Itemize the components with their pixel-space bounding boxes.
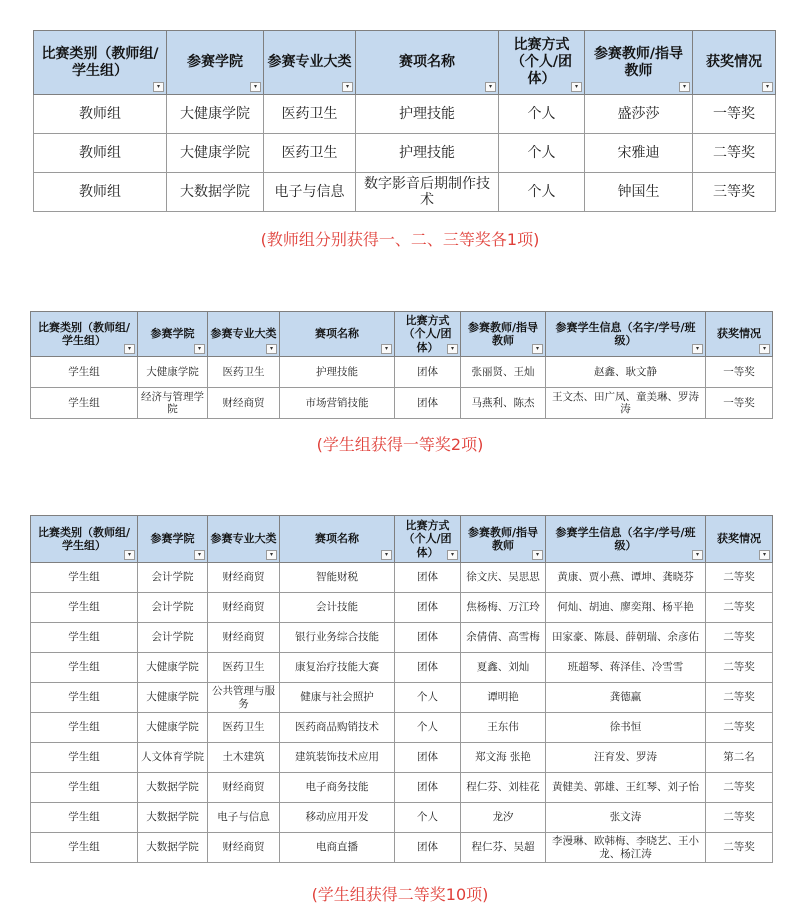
column-header <box>280 312 395 357</box>
table-cell: 王东伟 <box>461 713 546 743</box>
column-header-label: 获奖情况 <box>717 327 761 341</box>
table-cell: 夏鑫、刘灿 <box>461 653 546 683</box>
column-header <box>31 312 138 357</box>
table-cell: 团体 <box>395 357 461 388</box>
table-cell: 二等奖 <box>706 773 773 803</box>
table-cell: 王文杰、田广凤、童美琳、罗涛涛 <box>546 388 706 419</box>
column-header <box>546 516 706 563</box>
column-header-label: 赛项名称 <box>399 54 455 71</box>
table-cell: 移动应用开发 <box>280 803 395 833</box>
table-cell: 医药卫生 <box>264 95 356 134</box>
table-cell: 电子与信息 <box>208 803 280 833</box>
filter-dropdown-icon[interactable]: ▾ <box>679 82 690 92</box>
table-cell: 学生组 <box>31 803 138 833</box>
column-header <box>31 516 138 563</box>
table-cell: 团体 <box>395 833 461 863</box>
table-cell: 谭明艳 <box>461 683 546 713</box>
table-cell: 三等奖 <box>693 173 776 212</box>
table-cell: 马燕利、陈杰 <box>461 388 546 419</box>
table-cell: 大数据学院 <box>138 773 208 803</box>
table-cell: 二等奖 <box>706 563 773 593</box>
table-cell: 财经商贸 <box>208 593 280 623</box>
column-header <box>208 312 280 357</box>
table-row <box>31 743 773 773</box>
column-header <box>208 516 280 563</box>
column-header <box>461 312 546 357</box>
table-cell: 护理技能 <box>280 357 395 388</box>
table-cell: 二等奖 <box>706 593 773 623</box>
table-cell: 学生组 <box>31 833 138 863</box>
table-row <box>31 653 773 683</box>
table-cell: 财经商贸 <box>208 388 280 419</box>
table-cell: 二等奖 <box>706 803 773 833</box>
table-row <box>31 563 773 593</box>
filter-dropdown-icon[interactable]: ▾ <box>692 550 703 560</box>
filter-dropdown-icon[interactable]: ▾ <box>250 82 261 92</box>
table-cell: 一等奖 <box>693 95 776 134</box>
table-cell: 学生组 <box>31 743 138 773</box>
filter-dropdown-icon[interactable]: ▾ <box>532 550 543 560</box>
student-first-prize-table <box>30 311 773 419</box>
table-cell: 人文体育学院 <box>138 743 208 773</box>
table-header-row <box>34 31 776 95</box>
table-row <box>34 134 776 173</box>
table-cell: 郑文海 张艳 <box>461 743 546 773</box>
table-cell: 二等奖 <box>693 134 776 173</box>
table-cell: 大数据学院 <box>138 833 208 863</box>
table-cell: 学生组 <box>31 653 138 683</box>
table-cell: 团体 <box>395 623 461 653</box>
column-header <box>395 516 461 563</box>
table-cell: 黄康、贾小燕、谭坤、龚晓芬 <box>546 563 706 593</box>
table-cell: 二等奖 <box>706 683 773 713</box>
column-header-label: 比赛类别（教师组/学生组） <box>41 45 159 79</box>
table-header-row <box>31 516 773 563</box>
table-cell: 赵鑫、耿文静 <box>546 357 706 388</box>
filter-dropdown-icon[interactable]: ▾ <box>759 344 770 354</box>
table-row <box>34 95 776 134</box>
table-row <box>31 683 773 713</box>
table-cell: 宋雅迪 <box>585 134 693 173</box>
column-header-label: 比赛类别（教师组/学生组） <box>37 320 131 347</box>
filter-dropdown-icon[interactable]: ▾ <box>153 82 164 92</box>
table-cell: 建筑装饰技术应用 <box>280 743 395 773</box>
table-cell: 学生组 <box>31 683 138 713</box>
table-cell: 一等奖 <box>706 388 773 419</box>
column-header-label: 参赛学生信息（名字/学号/班级） <box>555 320 696 347</box>
filter-dropdown-icon[interactable]: ▾ <box>759 550 770 560</box>
table-cell: 康复治疗技能大赛 <box>280 653 395 683</box>
filter-dropdown-icon[interactable]: ▾ <box>381 550 392 560</box>
filter-dropdown-icon[interactable]: ▾ <box>124 550 135 560</box>
table-cell: 团体 <box>395 773 461 803</box>
table-cell: 个人 <box>499 134 585 173</box>
table-cell: 龙汐 <box>461 803 546 833</box>
table-cell: 大健康学院 <box>167 134 264 173</box>
table-cell: 学生组 <box>31 357 138 388</box>
table-cell: 会计学院 <box>138 563 208 593</box>
filter-dropdown-icon[interactable]: ▾ <box>485 82 496 92</box>
table-cell: 银行业务综合技能 <box>280 623 395 653</box>
table-cell: 智能财税 <box>280 563 395 593</box>
table-cell: 医药卫生 <box>208 713 280 743</box>
table-cell: 学生组 <box>31 388 138 419</box>
table-cell: 教师组 <box>34 134 167 173</box>
table-cell: 学生组 <box>31 713 138 743</box>
table-cell: 学生组 <box>31 773 138 803</box>
table-cell: 程仁芬、刘桂花 <box>461 773 546 803</box>
table-cell: 电商直播 <box>280 833 395 863</box>
column-header-label: 参赛教师/指导教师 <box>467 320 539 347</box>
table-cell: 田家豪、陈晨、薛朝瑞、余彦佑 <box>546 623 706 653</box>
table-row <box>31 773 773 803</box>
table-cell: 医药卫生 <box>208 357 280 388</box>
column-header <box>264 31 356 95</box>
table-cell: 会计学院 <box>138 593 208 623</box>
table-cell: 二等奖 <box>706 713 773 743</box>
table-cell: 会计学院 <box>138 623 208 653</box>
table-cell: 个人 <box>395 713 461 743</box>
table-row <box>31 388 773 419</box>
table-cell: 大健康学院 <box>138 683 208 713</box>
table-cell: 团体 <box>395 653 461 683</box>
column-header-label: 参赛专业大类 <box>210 327 277 341</box>
table-row <box>31 713 773 743</box>
filter-dropdown-icon[interactable]: ▾ <box>571 82 582 92</box>
filter-dropdown-icon[interactable]: ▾ <box>692 344 703 354</box>
table-cell: 团体 <box>395 563 461 593</box>
column-header-label: 赛项名称 <box>315 327 359 341</box>
column-header <box>138 516 208 563</box>
table-cell: 财经商贸 <box>208 833 280 863</box>
table-cell: 电子与信息 <box>264 173 356 212</box>
table-header-row <box>31 312 773 357</box>
table-cell: 会计技能 <box>280 593 395 623</box>
table-cell: 财经商贸 <box>208 623 280 653</box>
column-header-label: 参赛学院 <box>187 54 243 71</box>
column-header-label: 获奖情况 <box>717 532 761 546</box>
teacher-awards-table <box>33 30 776 212</box>
table-cell: 汪育发、罗涛 <box>546 743 706 773</box>
table-cell: 班超琴、蒋泽佳、冷雪雪 <box>546 653 706 683</box>
column-header-label: 参赛学院 <box>150 327 195 341</box>
table-cell: 徐文庆、吴思思 <box>461 563 546 593</box>
column-header-label: 赛项名称 <box>315 532 359 546</box>
column-header-label: 参赛学院 <box>150 532 195 546</box>
table-cell: 教师组 <box>34 95 167 134</box>
filter-dropdown-icon[interactable]: ▾ <box>532 344 543 354</box>
table-cell: 个人 <box>395 683 461 713</box>
table-cell: 个人 <box>499 173 585 212</box>
column-header <box>585 31 693 95</box>
table-cell: 团体 <box>395 388 461 419</box>
table-cell: 学生组 <box>31 593 138 623</box>
table-cell: 何灿、胡迪、廖奕翔、杨平艳 <box>546 593 706 623</box>
student-first-prize-caption: (学生组获得一等奖2项) <box>316 435 484 454</box>
column-header-label: 比赛方式（个人/团体） <box>510 37 573 87</box>
table-row <box>34 173 776 212</box>
table-row <box>31 357 773 388</box>
table-cell: 二等奖 <box>706 833 773 863</box>
filter-dropdown-icon[interactable]: ▾ <box>381 344 392 354</box>
column-header <box>34 31 167 95</box>
table-row <box>31 593 773 623</box>
table-cell: 财经商贸 <box>208 563 280 593</box>
table-cell: 大健康学院 <box>138 357 208 388</box>
table-cell: 余倩倩、高雪梅 <box>461 623 546 653</box>
table-cell: 财经商贸 <box>208 773 280 803</box>
column-header <box>280 516 395 563</box>
column-header-label: 比赛类别（教师组/学生组） <box>37 525 131 552</box>
table-cell: 数字影音后期制作技术 <box>356 173 499 212</box>
student-second-prize-caption: (学生组获得二等奖10项) <box>311 885 489 904</box>
column-header <box>356 31 499 95</box>
table-row <box>31 803 773 833</box>
table-cell: 公共管理与服务 <box>208 683 280 713</box>
table-cell: 徐书恒 <box>546 713 706 743</box>
table-cell: 大数据学院 <box>138 803 208 833</box>
column-header <box>461 516 546 563</box>
filter-dropdown-icon[interactable]: ▾ <box>124 344 135 354</box>
table-cell: 黄健美、郭雄、王红琴、刘子怡 <box>546 773 706 803</box>
table-cell: 焦杨梅、万江玲 <box>461 593 546 623</box>
table-cell: 一等奖 <box>706 357 773 388</box>
column-header <box>167 31 264 95</box>
filter-dropdown-icon[interactable]: ▾ <box>447 550 458 560</box>
table-cell: 医药卫生 <box>208 653 280 683</box>
column-header-label: 比赛方式（个人/团体） <box>403 314 452 354</box>
column-header-label: 参赛专业大类 <box>210 532 277 546</box>
table-row <box>31 623 773 653</box>
column-header-label: 参赛学生信息（名字/学号/班级） <box>555 525 696 552</box>
table-cell: 李漫琳、欧韩梅、李晓艺、王小龙、杨江涛 <box>546 833 706 863</box>
table-cell: 经济与管理学院 <box>138 388 208 419</box>
table-cell: 个人 <box>499 95 585 134</box>
table-cell: 大健康学院 <box>167 95 264 134</box>
table-cell: 教师组 <box>34 173 167 212</box>
table-cell: 张丽贤、王灿 <box>461 357 546 388</box>
table-cell: 团体 <box>395 593 461 623</box>
table-cell: 医药商品购销技术 <box>280 713 395 743</box>
column-header <box>546 312 706 357</box>
table-cell: 盛莎莎 <box>585 95 693 134</box>
column-header <box>395 312 461 357</box>
table-cell: 健康与社会照护 <box>280 683 395 713</box>
table-cell: 张文涛 <box>546 803 706 833</box>
column-header <box>693 31 776 95</box>
table-cell: 大健康学院 <box>138 713 208 743</box>
table-cell: 第二名 <box>706 743 773 773</box>
filter-dropdown-icon[interactable]: ▾ <box>266 344 277 354</box>
column-header-label: 参赛教师/指导教师 <box>467 525 539 552</box>
column-header-label: 参赛教师/指导教师 <box>593 45 684 79</box>
table-cell: 土木建筑 <box>208 743 280 773</box>
filter-dropdown-icon[interactable]: ▾ <box>194 550 205 560</box>
table-cell: 护理技能 <box>356 134 499 173</box>
filter-dropdown-icon[interactable]: ▾ <box>266 550 277 560</box>
table-cell: 护理技能 <box>356 95 499 134</box>
column-header <box>138 312 208 357</box>
table-cell: 团体 <box>395 743 461 773</box>
table-cell: 大数据学院 <box>167 173 264 212</box>
column-header-label: 参赛专业大类 <box>267 54 352 71</box>
column-header <box>706 516 773 563</box>
column-header-label: 比赛方式（个人/团体） <box>403 519 452 559</box>
table-cell: 市场营销技能 <box>280 388 395 419</box>
filter-dropdown-icon[interactable]: ▾ <box>447 344 458 354</box>
table-row <box>31 833 773 863</box>
table-cell: 医药卫生 <box>264 134 356 173</box>
table-cell: 学生组 <box>31 563 138 593</box>
table-cell: 二等奖 <box>706 623 773 653</box>
table-cell: 学生组 <box>31 623 138 653</box>
table-cell: 大健康学院 <box>138 653 208 683</box>
table-cell: 电子商务技能 <box>280 773 395 803</box>
table-cell: 龚德赢 <box>546 683 706 713</box>
table-cell: 程仁芬、吴超 <box>461 833 546 863</box>
teacher-awards-caption: (教师组分别获得一、二、三等奖各1项) <box>260 230 540 249</box>
table-cell: 钟国生 <box>585 173 693 212</box>
column-header <box>499 31 585 95</box>
filter-dropdown-icon[interactable]: ▾ <box>342 82 353 92</box>
filter-dropdown-icon[interactable]: ▾ <box>194 344 205 354</box>
student-second-prize-table <box>30 515 773 863</box>
filter-dropdown-icon[interactable]: ▾ <box>762 82 773 92</box>
table-cell: 二等奖 <box>706 653 773 683</box>
column-header <box>706 312 773 357</box>
table-cell: 个人 <box>395 803 461 833</box>
column-header-label: 获奖情况 <box>706 54 762 71</box>
